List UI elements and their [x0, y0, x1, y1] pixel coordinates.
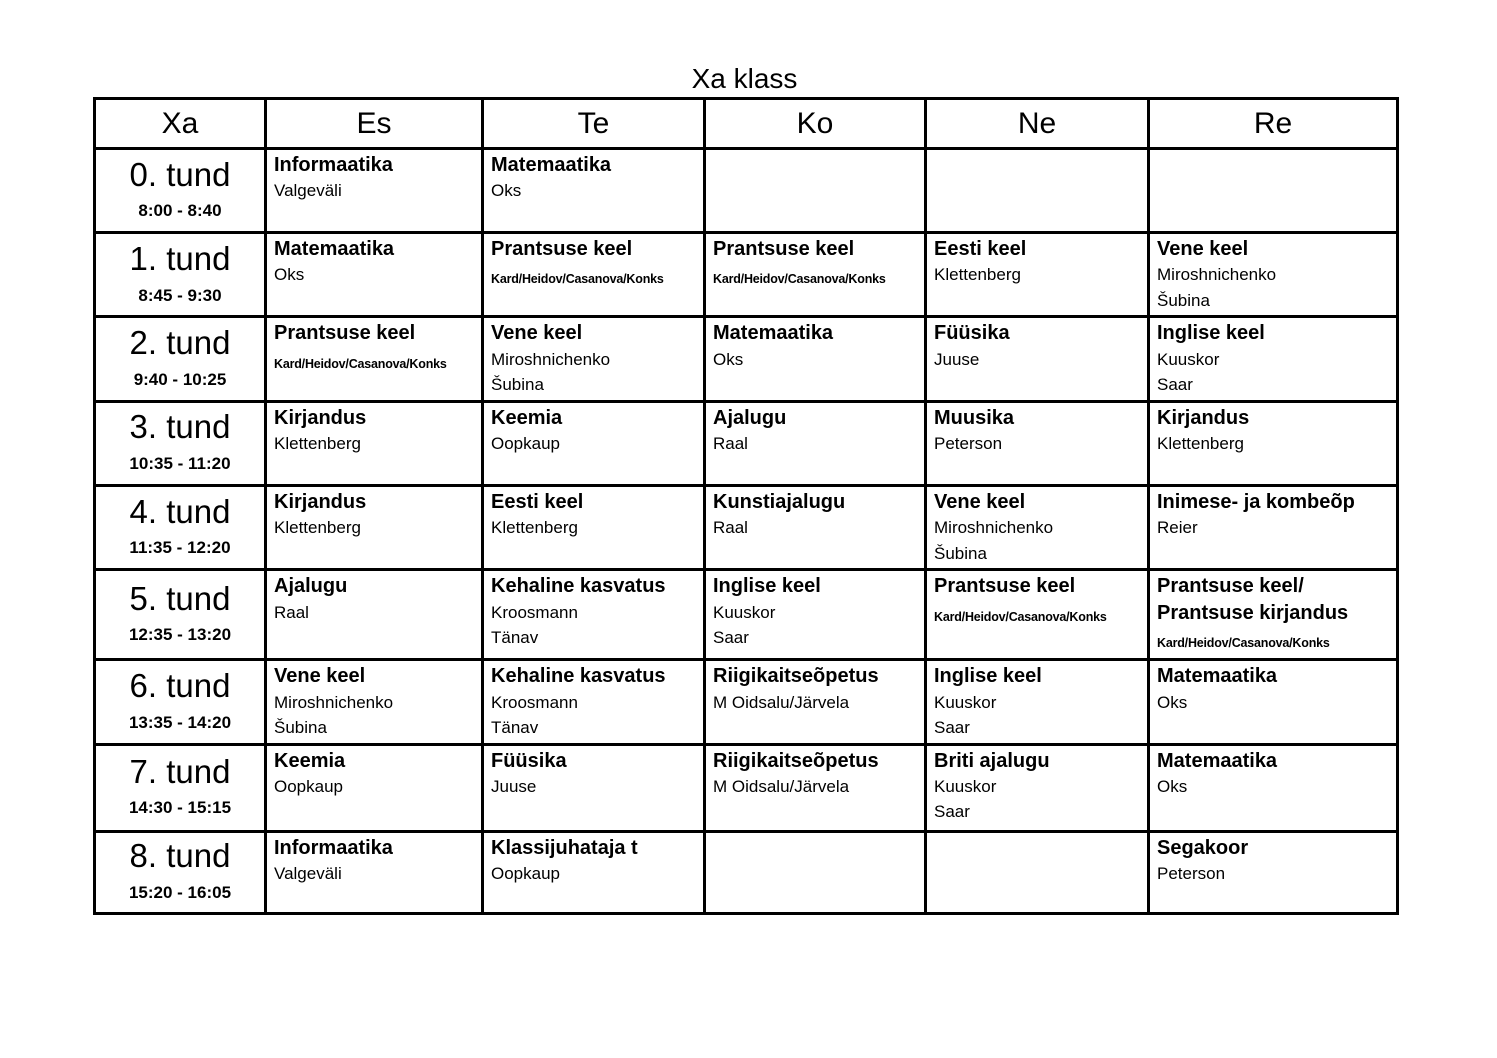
lesson-time: 11:35 - 12:20	[129, 538, 231, 558]
teacher-name: Peterson	[1157, 863, 1226, 883]
teacher-name: Oks	[1157, 692, 1188, 712]
teacher-name: Juuse	[491, 776, 537, 796]
subject-name: Prantsuse keel/	[1157, 575, 1304, 598]
timetable-cell	[1149, 317, 1398, 401]
teacher-name: Miroshnichenko	[491, 349, 611, 369]
subject-name: Inglise keel	[1157, 322, 1265, 345]
timetable-cell	[926, 570, 1149, 660]
timetable-cell	[1149, 744, 1398, 831]
subject-name: Matemaatika	[1157, 665, 1278, 688]
lesson-row	[95, 233, 1398, 317]
lesson-time: 8:00 - 8:40	[138, 201, 222, 221]
lesson-time: 15:20 - 16:05	[128, 882, 232, 902]
timetable-cell	[483, 744, 705, 831]
subject-name: Vene keel	[934, 490, 1026, 513]
timetable-cell	[1149, 660, 1398, 744]
timetable-cell	[1149, 233, 1398, 317]
teacher-name: Miroshnichenko	[274, 692, 394, 712]
lesson-number: 7. tund	[129, 752, 231, 790]
lesson-label-cell	[95, 660, 266, 744]
lesson-time: 13:35 - 14:20	[128, 712, 232, 732]
timetable-cell	[926, 485, 1149, 569]
timetable-cell	[705, 660, 926, 744]
subject-name: Eesti keel	[491, 490, 584, 513]
teacher-name: Kard/Heidov/Casanova/Konks	[934, 609, 1107, 624]
teacher-name: Oopkaup	[491, 863, 560, 883]
timetable-cell	[266, 570, 483, 660]
lesson-number: 8. tund	[129, 837, 231, 875]
day-header-ne: Ne	[926, 99, 1149, 149]
subject-name: Riigikaitseõpetus	[713, 665, 879, 688]
teacher-name: Kuuskor	[1157, 349, 1220, 369]
lesson-label-cell	[95, 401, 266, 485]
timetable-cell	[266, 831, 483, 913]
subject-name: Kirjandus	[274, 406, 367, 429]
teacher-name: Oks	[491, 181, 522, 201]
teacher-name: Kard/Heidov/Casanova/Konks	[1157, 635, 1330, 650]
subject-name: Kehaline kasvatus	[491, 665, 666, 688]
subject-name: Prantsuse keel	[713, 238, 855, 260]
header-row	[95, 99, 1398, 149]
lesson-number: 3. tund	[129, 408, 231, 446]
subject-name: Informaatika	[274, 154, 393, 176]
timetable-cell	[926, 831, 1149, 913]
lesson-label-cell	[95, 831, 266, 913]
day-header-te: Te	[483, 99, 705, 149]
timetable-cell	[483, 233, 705, 317]
teacher-name: Kroosmann	[491, 602, 578, 622]
subject-name: Matemaatika	[1157, 749, 1278, 772]
teacher-name: Klettenberg	[274, 518, 361, 538]
subject-name: Vene keel	[491, 322, 583, 345]
timetable-cell	[1149, 570, 1398, 660]
subject-name: Kirjandus	[274, 490, 367, 513]
lesson-row	[95, 149, 1398, 233]
timetable-cell	[483, 831, 705, 913]
subject-name: Segakoor	[1157, 836, 1249, 859]
lesson-row	[95, 744, 1398, 831]
subject-name: Prantsuse keel	[934, 575, 1076, 598]
timetable-cell	[266, 660, 483, 744]
lesson-number: 2. tund	[129, 324, 231, 362]
subject-name: Kirjandus	[1157, 406, 1250, 429]
subject-name: Prantsuse kirjandus	[1157, 601, 1349, 624]
timetable-cell	[483, 660, 705, 744]
subject-name: Briti ajalugu	[934, 749, 1050, 772]
day-header-ko: Ko	[705, 99, 926, 149]
subject-name: Matemaatika	[713, 322, 834, 345]
teacher-name: Kroosmann	[491, 692, 578, 712]
teacher-name: Valgeväli	[274, 181, 342, 201]
lesson-label-cell	[95, 744, 266, 831]
subject-name: Vene keel	[1157, 238, 1249, 260]
page-title: Xa klass	[691, 63, 798, 94]
teacher-name: Peterson	[934, 434, 1003, 454]
teacher-name: Oks	[713, 349, 744, 369]
subject-name: Keemia	[491, 406, 563, 429]
lesson-number: 0. tund	[129, 155, 231, 193]
subject-name: Inimese- ja kombeõp	[1157, 490, 1355, 513]
lesson-label-cell	[95, 149, 266, 233]
timetable-cell	[1149, 149, 1398, 233]
teacher-name: Kuuskor	[713, 602, 776, 622]
timetable-cell	[705, 149, 926, 233]
timetable-cell	[705, 485, 926, 569]
timetable-cell	[483, 149, 705, 233]
lesson-row	[95, 485, 1398, 569]
lesson-time: 9:40 - 10:25	[133, 369, 227, 389]
subject-name: Inglise keel	[713, 575, 821, 598]
timetable-cell	[926, 317, 1149, 401]
teacher-name: Raal	[713, 518, 748, 538]
subject-name: Kehaline kasvatus	[491, 575, 666, 598]
lesson-number: 4. tund	[129, 492, 231, 530]
timetable-cell	[266, 149, 483, 233]
timetable-cell	[1149, 485, 1398, 569]
subject-name: Klassijuhataja t	[491, 836, 638, 859]
teacher-name: Klettenberg	[274, 434, 361, 454]
subject-name: Prantsuse keel	[274, 322, 416, 345]
lesson-row	[95, 831, 1398, 913]
timetable-cell	[1149, 401, 1398, 485]
teacher-name: Šubina	[1157, 290, 1210, 310]
timetable-cell	[705, 744, 926, 831]
subject-name: Muusika	[934, 406, 1015, 429]
lesson-label-cell	[95, 485, 266, 569]
timetable-cell	[483, 485, 705, 569]
day-header-xa: Xa	[95, 99, 266, 149]
lesson-number: 6. tund	[129, 667, 231, 705]
subject-name: Eesti keel	[934, 238, 1027, 260]
subject-name: Ajalugu	[274, 575, 348, 598]
timetable-cell	[926, 233, 1149, 317]
teacher-name: Tänav	[491, 628, 539, 648]
subject-name: Ajalugu	[713, 406, 787, 429]
timetable-cell	[705, 831, 926, 913]
subject-name: Matemaatika	[274, 238, 395, 260]
timetable-cell	[926, 660, 1149, 744]
subject-name: Füüsika	[934, 322, 1010, 345]
timetable-cell	[266, 744, 483, 831]
teacher-name: Oopkaup	[491, 434, 560, 454]
teacher-name: Juuse	[934, 349, 980, 369]
lesson-label-cell	[95, 233, 266, 317]
timetable-cell	[926, 744, 1149, 831]
lesson-time: 12:35 - 13:20	[128, 625, 232, 645]
lesson-row	[95, 660, 1398, 744]
subject-name: Kunstiajalugu	[713, 490, 846, 513]
teacher-name: Kuuskor	[934, 776, 997, 796]
lesson-row	[95, 570, 1398, 660]
subject-name: Riigikaitseõpetus	[713, 749, 879, 772]
timetable-cell	[926, 401, 1149, 485]
teacher-name: Reier	[1157, 518, 1198, 538]
timetable-cell	[483, 401, 705, 485]
teacher-name: Kard/Heidov/Casanova/Konks	[491, 272, 664, 287]
timetable-cell	[483, 570, 705, 660]
timetable-cell	[483, 317, 705, 401]
teacher-name: Oopkaup	[274, 776, 343, 796]
teacher-name: Saar	[713, 628, 749, 648]
teacher-name: Kard/Heidov/Casanova/Konks	[274, 356, 447, 371]
lesson-time: 10:35 - 11:20	[129, 454, 231, 474]
teacher-name: Raal	[274, 602, 309, 622]
timetable-cell	[266, 401, 483, 485]
subject-name: Informaatika	[274, 836, 393, 859]
teacher-name: Saar	[1157, 375, 1193, 395]
teacher-name: Saar	[934, 718, 970, 738]
timetable-cell	[705, 317, 926, 401]
timetable-cell	[705, 570, 926, 660]
teacher-name: Šubina	[274, 718, 327, 738]
teacher-name: Šubina	[934, 543, 987, 563]
teacher-name: M Oidsalu/Järvela	[713, 692, 850, 712]
timetable-cell	[1149, 831, 1398, 913]
timetable-cell	[705, 401, 926, 485]
teacher-name: Saar	[934, 802, 970, 822]
subject-name: Prantsuse keel	[491, 238, 633, 260]
teacher-name: Kuuskor	[934, 692, 997, 712]
timetable-cell	[926, 149, 1149, 233]
teacher-name: Tänav	[491, 718, 539, 738]
teacher-name: Raal	[713, 434, 748, 454]
teacher-name: Kard/Heidov/Casanova/Konks	[713, 272, 886, 287]
subject-name: Inglise keel	[934, 665, 1042, 688]
teacher-name: Klettenberg	[934, 265, 1021, 285]
subject-name: Matemaatika	[491, 154, 612, 176]
teacher-name: Oks	[1157, 776, 1188, 796]
lesson-time: 8:45 - 9:30	[138, 285, 222, 305]
lesson-number: 1. tund	[129, 239, 231, 277]
lesson-time: 14:30 - 15:15	[128, 798, 232, 818]
teacher-name: Klettenberg	[491, 518, 578, 538]
subject-name: Keemia	[274, 749, 346, 772]
timetable-cell	[266, 485, 483, 569]
teacher-name: Šubina	[491, 375, 544, 395]
teacher-name: Oks	[274, 265, 305, 285]
teacher-name: M Oidsalu/Järvela	[713, 776, 850, 796]
timetable-cell	[705, 233, 926, 317]
subject-name: Vene keel	[274, 665, 366, 688]
timetable-cell	[266, 233, 483, 317]
timetable-table	[93, 97, 1399, 915]
lesson-number: 5. tund	[129, 579, 231, 617]
teacher-name: Valgeväli	[274, 863, 342, 883]
lesson-label-cell	[95, 570, 266, 660]
teacher-name: Klettenberg	[1157, 434, 1244, 454]
lesson-row	[95, 401, 1398, 485]
lesson-label-cell	[95, 317, 266, 401]
lesson-row	[95, 317, 1398, 401]
subject-name: Füüsika	[491, 749, 567, 772]
day-header-es: Es	[266, 99, 483, 149]
teacher-name: Miroshnichenko	[1157, 265, 1277, 285]
timetable-cell	[266, 317, 483, 401]
day-header-re: Re	[1149, 99, 1398, 149]
teacher-name: Miroshnichenko	[934, 518, 1054, 538]
